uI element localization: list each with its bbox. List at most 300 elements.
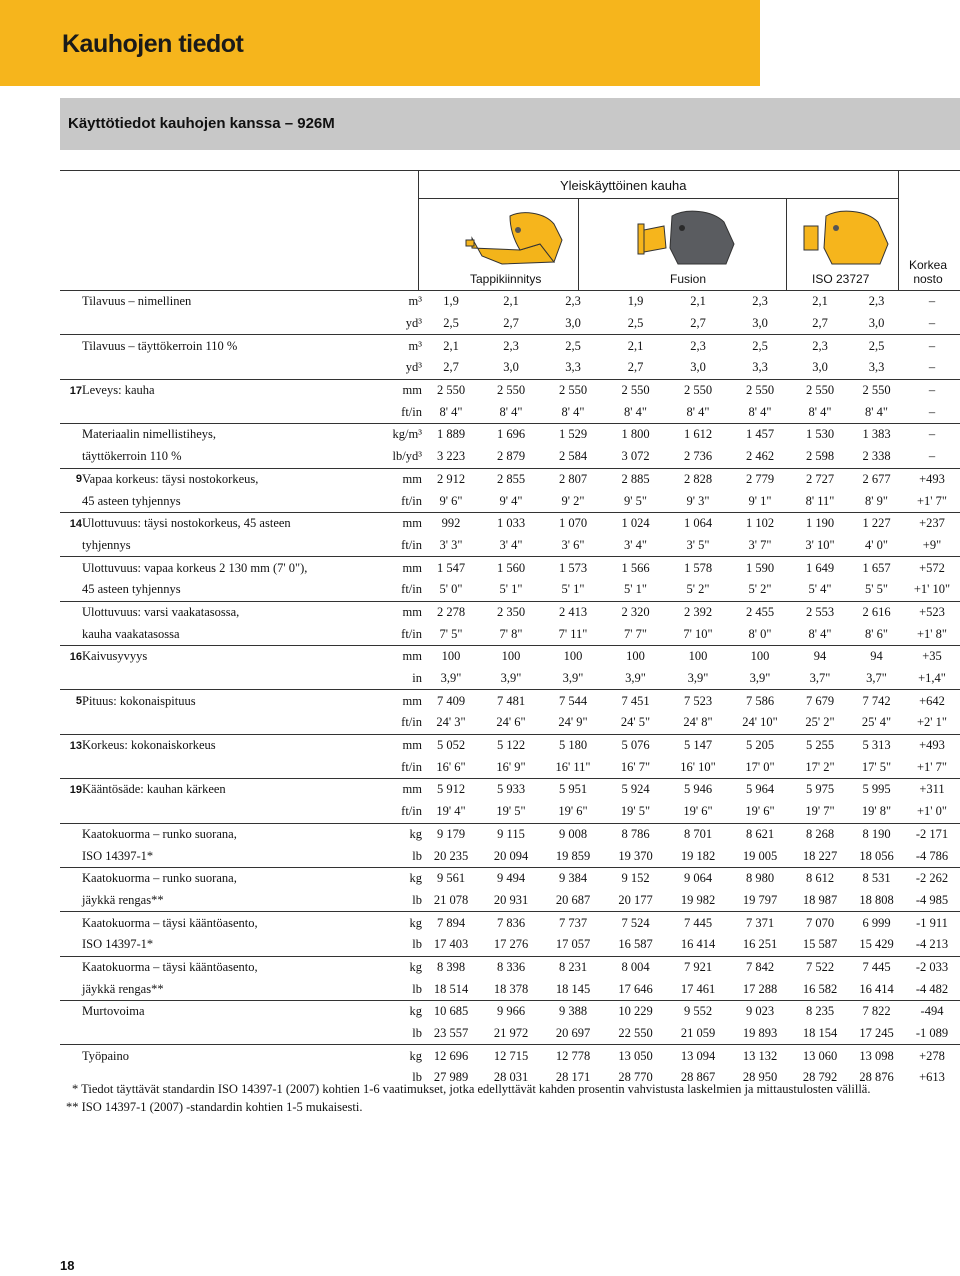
table-cell: 28 876 <box>859 1070 894 1085</box>
table-cell: 24' 8" <box>683 715 713 730</box>
table-cell: 13 098 <box>849 1045 904 1067</box>
table-cell: 7 921 <box>667 956 729 978</box>
table-cell: 8 190 <box>849 823 904 845</box>
table-cell: 5 052 <box>422 734 480 756</box>
table-cell: 5' 1" <box>499 582 523 597</box>
table-cell: 18 154 <box>802 1026 838 1041</box>
row-index <box>60 823 82 845</box>
table-cell: -4 985 <box>915 892 949 907</box>
table-cell: 3,0 <box>868 316 885 331</box>
table-cell: 8' 6" <box>865 626 888 641</box>
table-cell: 9' 1" <box>748 493 772 508</box>
table-cell: 19' 5" <box>620 804 651 819</box>
table-cell: 2 807 <box>542 468 604 490</box>
row-unit: mm <box>342 734 422 756</box>
table-cell: 8' 11" <box>805 493 835 508</box>
row-unit: ft/in <box>401 404 422 419</box>
table-cell: 1 033 <box>480 512 542 534</box>
group-sep-2 <box>786 198 787 290</box>
table-cell: +2' 1" <box>916 715 948 730</box>
table-row <box>60 579 960 601</box>
table-cell: 5 946 <box>667 779 729 801</box>
table-cell: 16 251 <box>742 937 778 952</box>
table-cell: 8' 4" <box>748 404 772 419</box>
row-index <box>60 291 82 313</box>
table-cell: 23 557 <box>433 1026 469 1041</box>
table-cell: 19 370 <box>618 848 653 863</box>
row-index: 16 <box>60 646 82 668</box>
table-cell: 15 429 <box>859 937 894 952</box>
table-cell: 24' 3" <box>436 715 466 730</box>
row-index <box>60 756 82 778</box>
row-index: 5 <box>60 690 82 712</box>
table-cell: – <box>928 360 936 375</box>
table-cell: 1 064 <box>667 512 729 534</box>
table-cell: – <box>904 335 960 357</box>
row-label: Vapaa korkeus: täysi nostokorkeus, <box>82 468 342 490</box>
table-cell: 7 481 <box>480 690 542 712</box>
table-cell: 2 550 <box>422 379 480 401</box>
table-cell: 16 414 <box>680 937 716 952</box>
row-unit: ft/in <box>401 537 422 552</box>
table-cell: – <box>904 424 960 446</box>
table-cell: 3,9" <box>562 671 584 686</box>
table-cell: 7 822 <box>849 1001 904 1023</box>
table-cell: 5 912 <box>422 779 480 801</box>
row-label <box>82 756 342 778</box>
table-cell: 3,0 <box>812 360 828 375</box>
table-row <box>60 313 960 335</box>
table-row <box>60 379 960 401</box>
table-cell: 19 893 <box>742 1026 778 1041</box>
row-label: 45 asteen tyhjennys <box>82 493 181 508</box>
row-unit: mm <box>342 379 422 401</box>
row-label: Kaatokuorma – runko suorana, <box>82 823 342 845</box>
row-label: jäykkä rengas** <box>82 981 164 996</box>
table-cell: 8 231 <box>542 956 604 978</box>
row-label <box>82 668 342 690</box>
row-index <box>60 912 82 934</box>
row-unit: kg <box>342 1001 422 1023</box>
table-cell: 2 736 <box>683 449 713 464</box>
table-cell: 24' 9" <box>558 715 588 730</box>
row-index <box>60 535 82 557</box>
row-unit: lb <box>412 1070 422 1085</box>
table-cell: 2 879 <box>496 449 526 464</box>
table-cell: -4 482 <box>915 981 949 996</box>
table-cell: 9 064 <box>667 867 729 889</box>
table-cell: 17 276 <box>493 937 529 952</box>
table-cell: 2 855 <box>480 468 542 490</box>
row-index <box>60 668 82 690</box>
table-cell: 16' 10" <box>680 759 716 774</box>
table-cell: 1 612 <box>667 424 729 446</box>
table-row <box>60 601 960 623</box>
row-unit: kg <box>342 956 422 978</box>
row-unit: ft/in <box>401 804 422 819</box>
row-unit: lb <box>412 937 422 952</box>
table-cell: 9 494 <box>480 867 542 889</box>
table-cell: 1 578 <box>667 557 729 579</box>
table-cell: 9 008 <box>542 823 604 845</box>
table-cell: 18 145 <box>555 981 591 996</box>
table-cell: 17 057 <box>555 937 591 952</box>
table-cell: 5' 2" <box>686 582 710 597</box>
table-cell: 2 392 <box>667 601 729 623</box>
row-label: Ulottuvuus: varsi vaakatasossa, <box>82 601 342 623</box>
table-cell: 5 975 <box>791 779 849 801</box>
table-cell: 8' 4" <box>561 404 585 419</box>
row-label: Materiaalin nimellistiheys, <box>82 424 342 446</box>
table-cell: 7 445 <box>667 912 729 934</box>
table-row <box>60 934 960 956</box>
row-unit: mm <box>342 601 422 623</box>
table-cell: 17' 5" <box>861 759 892 774</box>
table-cell: 16' 7" <box>620 759 651 774</box>
table-cell: 28 770 <box>618 1070 653 1085</box>
row-index <box>60 557 82 579</box>
table-cell: 3,7" <box>866 671 887 686</box>
table-cell: 18 056 <box>859 848 894 863</box>
table-cell: 9' 5" <box>624 493 647 508</box>
table-cell: +572 <box>904 557 960 579</box>
bucket-group-title: Yleiskäyttöinen kauha <box>560 178 687 193</box>
table-cell: 2 320 <box>604 601 667 623</box>
row-unit: mm <box>342 468 422 490</box>
table-cell: 20 697 <box>555 1026 591 1041</box>
table-row <box>60 734 960 756</box>
row-label: Murtovoima <box>82 1001 342 1023</box>
row-unit: lb/yd³ <box>392 449 422 464</box>
table-cell: 17 288 <box>742 981 778 996</box>
table-cell: 1 383 <box>849 424 904 446</box>
table-cell: 94 <box>849 646 904 668</box>
table-cell: +613 <box>919 1070 945 1085</box>
table-row <box>60 823 960 845</box>
table-cell: 5 964 <box>729 779 791 801</box>
row-label: ISO 14397-1* <box>82 937 154 952</box>
table-row <box>60 357 960 379</box>
table-cell: 5 255 <box>791 734 849 756</box>
table-row <box>60 535 960 557</box>
table-cell: 7 445 <box>849 956 904 978</box>
row-index <box>60 357 82 379</box>
row-unit: ft/in <box>401 759 422 774</box>
table-cell: 13 132 <box>729 1045 791 1067</box>
row-label: Kaivusyvyys <box>82 646 342 668</box>
table-cell: 5 933 <box>480 779 542 801</box>
table-cell: +278 <box>904 1045 960 1067</box>
table-cell: 16' 6" <box>436 759 466 774</box>
table-cell: 4' 0" <box>865 537 888 552</box>
table-cell: 19' 7" <box>805 804 835 819</box>
row-unit: mm <box>342 779 422 801</box>
row-unit: ft/in <box>401 582 422 597</box>
table-cell: 9 115 <box>480 823 542 845</box>
table-cell: 12 715 <box>480 1045 542 1067</box>
table-cell: 8 786 <box>604 823 667 845</box>
table-cell: 8 612 <box>791 867 849 889</box>
table-cell: 8 004 <box>604 956 667 978</box>
table-cell: 1,9 <box>422 291 480 313</box>
row-index <box>60 335 82 357</box>
table-cell: 94 <box>791 646 849 668</box>
row-label: Työpaino <box>82 1045 342 1067</box>
table-cell: 7 523 <box>667 690 729 712</box>
table-cell: 2,7 <box>627 360 644 375</box>
table-row <box>60 490 960 512</box>
high-lift-label-line1: Korkea <box>908 258 948 272</box>
table-cell: 8 701 <box>667 823 729 845</box>
table-cell: 2,1 <box>422 335 480 357</box>
table-cell: 7 842 <box>729 956 791 978</box>
table-cell: 18 514 <box>433 981 469 996</box>
row-label: 45 asteen tyhjennys <box>82 582 181 597</box>
table-cell: 7 894 <box>422 912 480 934</box>
table-cell: 1 024 <box>604 512 667 534</box>
section-bar <box>60 98 960 150</box>
row-unit: lb <box>412 981 422 996</box>
table-cell: 7 524 <box>604 912 667 934</box>
row-label: Kaatokuorma – täysi kääntöasento, <box>82 912 342 934</box>
table-cell: 3 223 <box>436 449 466 464</box>
row-unit: kg/m³ <box>342 424 422 446</box>
table-cell: 20 931 <box>493 892 529 907</box>
table-cell: 1 573 <box>542 557 604 579</box>
table-row <box>60 446 960 468</box>
table-cell: 17 245 <box>859 1026 894 1041</box>
table-cell: 19 182 <box>680 848 716 863</box>
table-cell: 16 582 <box>802 981 838 996</box>
row-label: Kääntösäde: kauhan kärkeen <box>82 779 342 801</box>
row-label: Tilavuus – täyttökerroin 110 % <box>82 335 342 357</box>
table-cell: 7 586 <box>729 690 791 712</box>
table-cell: 5 995 <box>849 779 904 801</box>
table-cell: 20 687 <box>555 892 591 907</box>
row-unit: ft/in <box>401 626 422 641</box>
section-title: Käyttötiedot kauhojen kanssa – 926M <box>68 115 335 132</box>
table-cell: 7 522 <box>791 956 849 978</box>
table-cell: 19 859 <box>555 848 591 863</box>
table-cell: 1 566 <box>604 557 667 579</box>
table-cell: +1,4" <box>918 671 946 686</box>
row-unit: yd³ <box>405 316 422 331</box>
table-cell: 7 836 <box>480 912 542 934</box>
table-cell: 19 005 <box>742 848 778 863</box>
table-cell: 19' 6" <box>558 804 588 819</box>
row-index <box>60 623 82 645</box>
table-top-rule <box>60 170 960 171</box>
table-cell: 2,3 <box>480 335 542 357</box>
row-index <box>60 313 82 335</box>
table-cell: 3,3 <box>752 360 768 375</box>
pin-on-bucket-icon <box>462 204 572 268</box>
table-row <box>60 401 960 423</box>
table-cell: 2,7 <box>443 360 459 375</box>
table-cell: 8' 4" <box>624 404 647 419</box>
table-cell: 2 550 <box>849 379 904 401</box>
table-cell: +1' 8" <box>916 626 948 641</box>
table-row <box>60 557 960 579</box>
table-cell: 2 550 <box>542 379 604 401</box>
row-index <box>60 801 82 823</box>
table-cell: 2 828 <box>667 468 729 490</box>
row-unit: in <box>412 671 422 686</box>
table-cell: 16' 11" <box>555 759 591 774</box>
table-cell: 2,7 <box>690 316 706 331</box>
table-cell: 2,7 <box>503 316 519 331</box>
table-cell: 7 679 <box>791 690 849 712</box>
table-cell: 16 587 <box>618 937 653 952</box>
table-cell: 20 094 <box>493 848 529 863</box>
table-cell: 19' 6" <box>745 804 775 819</box>
table-cell: 18 808 <box>859 892 894 907</box>
table-cell: 8 980 <box>729 867 791 889</box>
table-cell: 5 122 <box>480 734 542 756</box>
table-cell: 19' 8" <box>861 804 892 819</box>
table-cell: 28 950 <box>742 1070 778 1085</box>
table-row <box>60 956 960 978</box>
table-cell: +493 <box>904 468 960 490</box>
table-cell: 9 152 <box>604 867 667 889</box>
spec-table <box>60 290 960 1089</box>
table-cell: 2,5 <box>443 316 459 331</box>
table-row <box>60 646 960 668</box>
row-index <box>60 890 82 912</box>
table-cell: 9 388 <box>542 1001 604 1023</box>
table-cell: 2,5 <box>542 335 604 357</box>
table-cell: 9' 6" <box>439 493 463 508</box>
row-unit: lb <box>412 1026 422 1041</box>
table-cell: 2,1 <box>791 291 849 313</box>
table-row <box>60 468 960 490</box>
table-cell: 2 550 <box>791 379 849 401</box>
table-cell: – <box>904 379 960 401</box>
table-cell: 9 023 <box>729 1001 791 1023</box>
row-unit: m³ <box>342 291 422 313</box>
table-cell: 3,9" <box>687 671 709 686</box>
table-cell: 1 227 <box>849 512 904 534</box>
table-cell: 2,7 <box>812 316 828 331</box>
table-cell: +237 <box>904 512 960 534</box>
table-cell: – <box>904 291 960 313</box>
row-unit: kg <box>342 867 422 889</box>
group-label-pin-on: Tappikiinnitys <box>470 272 542 286</box>
row-index <box>60 401 82 423</box>
table-cell: 21 972 <box>493 1026 529 1041</box>
table-cell: -494 <box>904 1001 960 1023</box>
table-cell: 7' 11" <box>558 626 588 641</box>
table-cell: 9 552 <box>667 1001 729 1023</box>
row-index <box>60 1001 82 1023</box>
table-cell: 7' 5" <box>439 626 463 641</box>
row-index <box>60 490 82 512</box>
table-row <box>60 1045 960 1067</box>
row-index <box>60 956 82 978</box>
table-cell: 2,1 <box>667 291 729 313</box>
table-cell: -2 262 <box>904 867 960 889</box>
table-cell: 3,9" <box>500 671 522 686</box>
table-cell: 17 403 <box>433 937 469 952</box>
table-cell: 5 147 <box>667 734 729 756</box>
table-cell: 9' 2" <box>561 493 585 508</box>
table-cell: +1' 10" <box>913 582 951 597</box>
table-row <box>60 291 960 313</box>
table-cell: 5' 5" <box>865 582 888 597</box>
table-cell: 7' 7" <box>624 626 647 641</box>
table-cell: +9" <box>922 537 942 552</box>
row-label: Korkeus: kokonaiskorkeus <box>82 734 342 756</box>
table-cell: 15 587 <box>802 937 838 952</box>
table-cell: 5' 0" <box>439 582 463 597</box>
table-cell: -2 033 <box>904 956 960 978</box>
table-cell: 19' 6" <box>683 804 713 819</box>
table-cell: 1 889 <box>422 424 480 446</box>
table-row <box>60 668 960 690</box>
table-cell: 7 070 <box>791 912 849 934</box>
table-cell: 5 180 <box>542 734 604 756</box>
table-cell: 7 544 <box>542 690 604 712</box>
table-cell: 24' 10" <box>742 715 778 730</box>
row-index <box>60 978 82 1000</box>
table-cell: 13 050 <box>604 1045 667 1067</box>
row-unit: mm <box>342 557 422 579</box>
row-unit: kg <box>342 823 422 845</box>
table-cell: 19 982 <box>680 892 716 907</box>
table-cell: 2,3 <box>791 335 849 357</box>
row-index <box>60 579 82 601</box>
table-row <box>60 1001 960 1023</box>
table-row <box>60 801 960 823</box>
table-cell: 5' 4" <box>808 582 832 597</box>
group-sep-1 <box>578 198 579 290</box>
table-row <box>60 690 960 712</box>
table-cell: – <box>928 449 936 464</box>
table-cell: 28 171 <box>555 1070 591 1085</box>
table-cell: 6 999 <box>849 912 904 934</box>
row-index: 14 <box>60 512 82 534</box>
page-number: 18 <box>60 1258 75 1273</box>
table-cell: 20 235 <box>433 848 469 863</box>
row-unit: yd³ <box>405 360 422 375</box>
table-cell: 2,3 <box>729 291 791 313</box>
table-cell: 100 <box>480 646 542 668</box>
table-cell: -1 089 <box>915 1026 949 1041</box>
table-cell: 19' 4" <box>436 804 466 819</box>
row-unit: ft/in <box>401 493 422 508</box>
table-cell: 1 800 <box>604 424 667 446</box>
row-label: Pituus: kokonaispituus <box>82 690 342 712</box>
group-right-rule <box>898 170 899 290</box>
group-label-iso: ISO 23727 <box>812 272 870 286</box>
table-cell: 2,5 <box>729 335 791 357</box>
table-cell: 1 457 <box>729 424 791 446</box>
row-label <box>82 357 342 379</box>
table-cell: 100 <box>604 646 667 668</box>
row-label: Kaatokuorma – täysi kääntöasento, <box>82 956 342 978</box>
table-cell: 100 <box>729 646 791 668</box>
table-cell: 5 951 <box>542 779 604 801</box>
row-label: Leveys: kauha <box>82 379 342 401</box>
table-cell: 5 924 <box>604 779 667 801</box>
table-cell: 19' 5" <box>496 804 526 819</box>
table-cell: 5 205 <box>729 734 791 756</box>
table-cell: 5' 1" <box>561 582 585 597</box>
table-cell: -1 911 <box>904 912 960 934</box>
table-cell: 1 590 <box>729 557 791 579</box>
table-row <box>60 867 960 889</box>
table-cell: 2 912 <box>422 468 480 490</box>
